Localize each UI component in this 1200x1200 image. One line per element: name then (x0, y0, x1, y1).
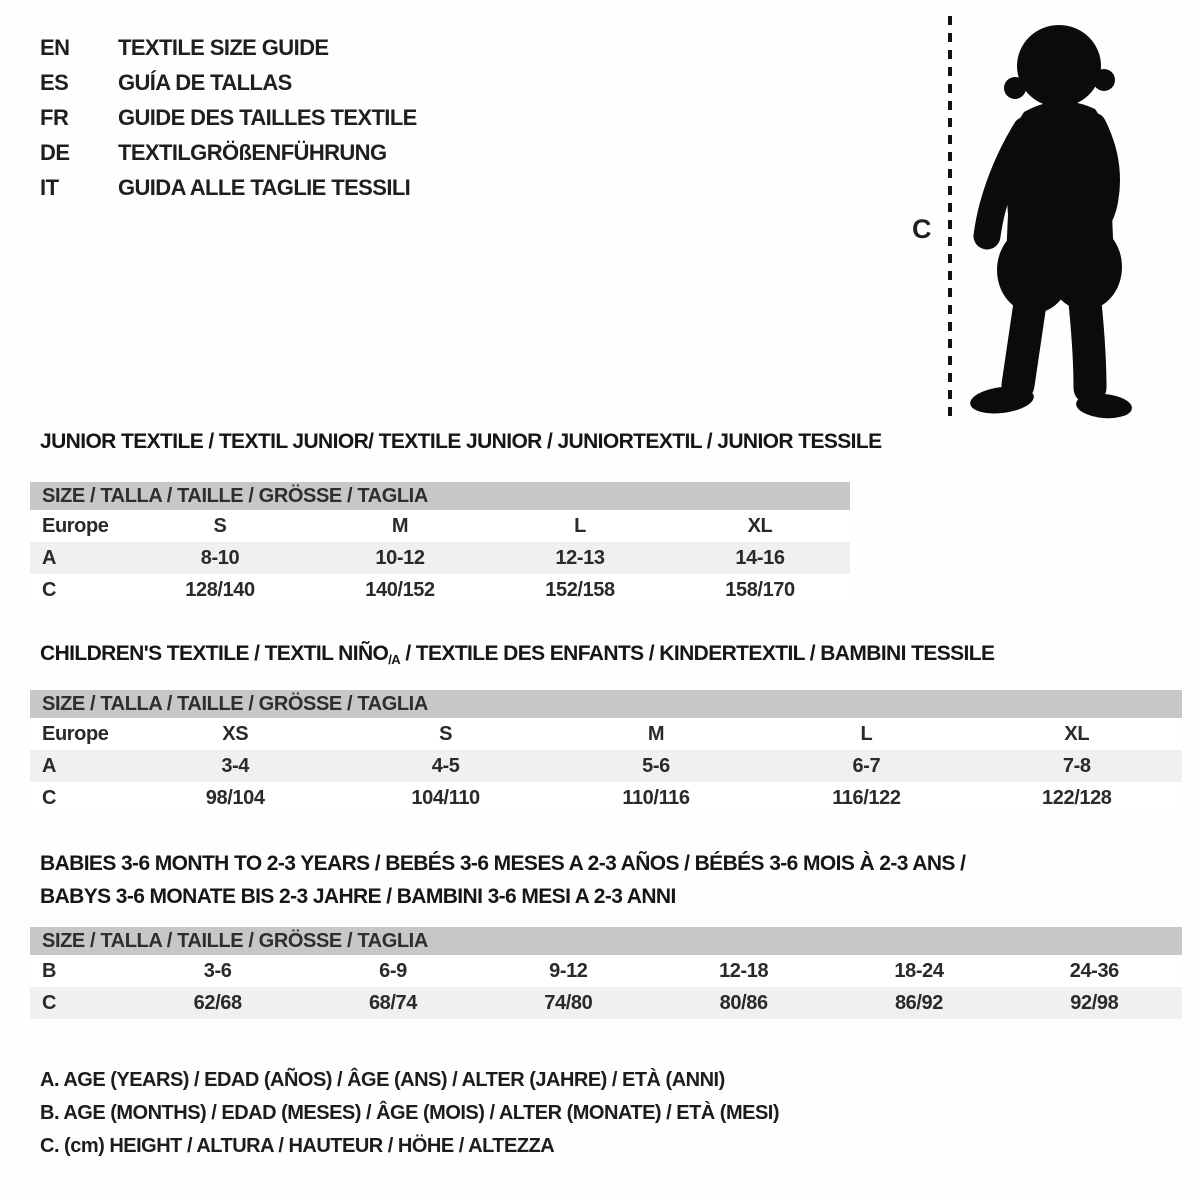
table-cell: M (647, 722, 665, 745)
table-cell: S (213, 514, 227, 537)
row-label: C (42, 991, 57, 1014)
table-cell: 3-4 (221, 754, 250, 777)
table-cell: 80/86 (719, 991, 768, 1014)
lang-row-es (40, 65, 417, 100)
row-label: C (42, 786, 57, 809)
table-cell: 6-7 (852, 754, 881, 777)
table-cell: 110/116 (622, 786, 690, 809)
table-row (30, 510, 850, 542)
babies-size-table (30, 927, 1182, 1019)
row-label: Europe (42, 514, 109, 537)
table-cell: L (574, 514, 586, 537)
table-cell: 5-6 (642, 754, 670, 777)
size-header-label: SIZE / TALLA / TAILLE / GRÖSSE / TAGLIA (42, 692, 428, 715)
table-cell: 7-8 (1062, 754, 1091, 777)
table-cell: 86/92 (894, 991, 944, 1014)
table-cell: 8-10 (200, 546, 240, 569)
table-row (30, 750, 1182, 782)
table-cell: 104/110 (411, 786, 480, 809)
table-cell: 122/128 (1042, 786, 1112, 809)
row-label: A (42, 546, 57, 569)
table-cell: 74/80 (544, 991, 593, 1014)
table-cell: 12-18 (719, 959, 769, 982)
row-label: B (42, 959, 57, 982)
table-cell: 158/170 (725, 578, 795, 601)
lang-row-it (40, 170, 417, 205)
table-cell: XL (1064, 722, 1090, 745)
footnote-legend (40, 1064, 779, 1163)
children-section-title (40, 642, 994, 666)
table-row (30, 574, 850, 606)
babies-section-title-line1: BABIES 3-6 MONTH TO 2-3 YEARS / BEBÉS 3-6 MESES A 2-3 AÑOS / BÉBÉS 3-6 MOIS À 2-3 ANS / (40, 852, 966, 875)
table-cell: 68/74 (368, 991, 418, 1014)
lang-code: DE (40, 139, 70, 165)
size-header-label: SIZE / TALLA / TAILLE / GRÖSSE / TAGLIA (42, 929, 428, 952)
lang-code: IT (40, 174, 59, 200)
row-label: Europe (42, 722, 109, 745)
table-cell: XS (222, 722, 249, 745)
table-cell: XL (747, 514, 773, 537)
table-cell: 116/122 (832, 786, 901, 809)
row-label: C (42, 578, 57, 601)
table-cell: M (391, 514, 409, 537)
table-cell: 92/98 (1070, 991, 1119, 1014)
table-cell: 152/158 (545, 578, 615, 601)
children-title-subscript: /A (388, 652, 401, 667)
table-cell: 6-9 (379, 959, 407, 982)
lang-title: TEXTILE SIZE GUIDE (118, 34, 329, 60)
lang-code: ES (40, 69, 69, 95)
footnote-height-cm: C. (cm) HEIGHT / ALTURA / HAUTEUR / HÖHE / ALTEZZA (40, 1135, 555, 1157)
table-cell: L (860, 722, 873, 745)
table-row (30, 718, 1182, 750)
junior-section-title: JUNIOR TEXTILE / TEXTIL JUNIOR/ TEXTILE JUNIOR / JUNIORTEXTIL / JUNIOR TESSILE (40, 430, 882, 453)
footnote-age-months: B. AGE (MONTHS) / EDAD (MESES) / ÂGE (MOIS) / ALTER (MONATE) / ETÀ (MESI) (40, 1102, 780, 1124)
lang-title: GUÍA DE TALLAS (118, 69, 292, 95)
size-header-bar (30, 482, 850, 510)
lang-row-fr (40, 100, 417, 135)
table-cell: 9-12 (549, 959, 588, 982)
toddler-silhouette-icon (962, 14, 1147, 426)
children-size-table (30, 690, 1182, 814)
table-row (30, 987, 1182, 1019)
lang-row-en (40, 30, 417, 65)
table-cell: 3-6 (203, 959, 232, 982)
table-cell: 62/68 (193, 991, 242, 1014)
footnote-age-years: A. AGE (YEARS) / EDAD (AÑOS) / ÂGE (ANS) / ALTER (JAHRE) / ETÀ (ANNI) (40, 1069, 725, 1091)
table-row (30, 955, 1182, 987)
height-measure-label: C (912, 214, 932, 244)
lang-code: FR (40, 104, 69, 130)
table-cell: S (439, 722, 453, 745)
language-title-list (40, 30, 417, 205)
table-cell: 4-5 (431, 754, 460, 777)
lang-title: TEXTILGRÖßENFÜHRUNG (118, 139, 387, 165)
table-cell: 128/140 (185, 578, 255, 601)
babies-section-title-line2: BABYS 3-6 MONATE BIS 2-3 JAHRE / BAMBINI 3-6 MESI A 2-3 ANNI (40, 885, 676, 908)
table-cell: 98/104 (205, 786, 265, 809)
height-measure-line (948, 16, 952, 418)
table-cell: 18-24 (894, 959, 944, 982)
size-header-bar (30, 927, 1182, 955)
lang-row-de (40, 135, 417, 170)
table-cell: 24-36 (1069, 959, 1119, 982)
table-row (30, 782, 1182, 814)
size-header-bar (30, 690, 1182, 718)
size-header-label: SIZE / TALLA / TAILLE / GRÖSSE / TAGLIA (42, 484, 428, 507)
junior-size-table (30, 482, 850, 606)
lang-title: GUIDE DES TAILLES TEXTILE (118, 104, 417, 130)
row-label: A (42, 754, 57, 777)
table-cell: 10-12 (375, 546, 425, 569)
table-cell: 12-13 (555, 546, 605, 569)
table-cell: 140/152 (365, 578, 435, 601)
lang-code: EN (40, 34, 70, 60)
lang-title: GUIDA ALLE TAGLIE TESSILI (118, 174, 411, 200)
children-title-suffix: / TEXTILE DES ENFANTS / KINDERTEXTIL / BAMBINI TESSILE (400, 642, 995, 665)
table-cell: 14-16 (735, 546, 785, 569)
table-row (30, 542, 850, 574)
children-title-prefix: CHILDREN'S TEXTILE / TEXTIL NIÑO (40, 642, 389, 665)
